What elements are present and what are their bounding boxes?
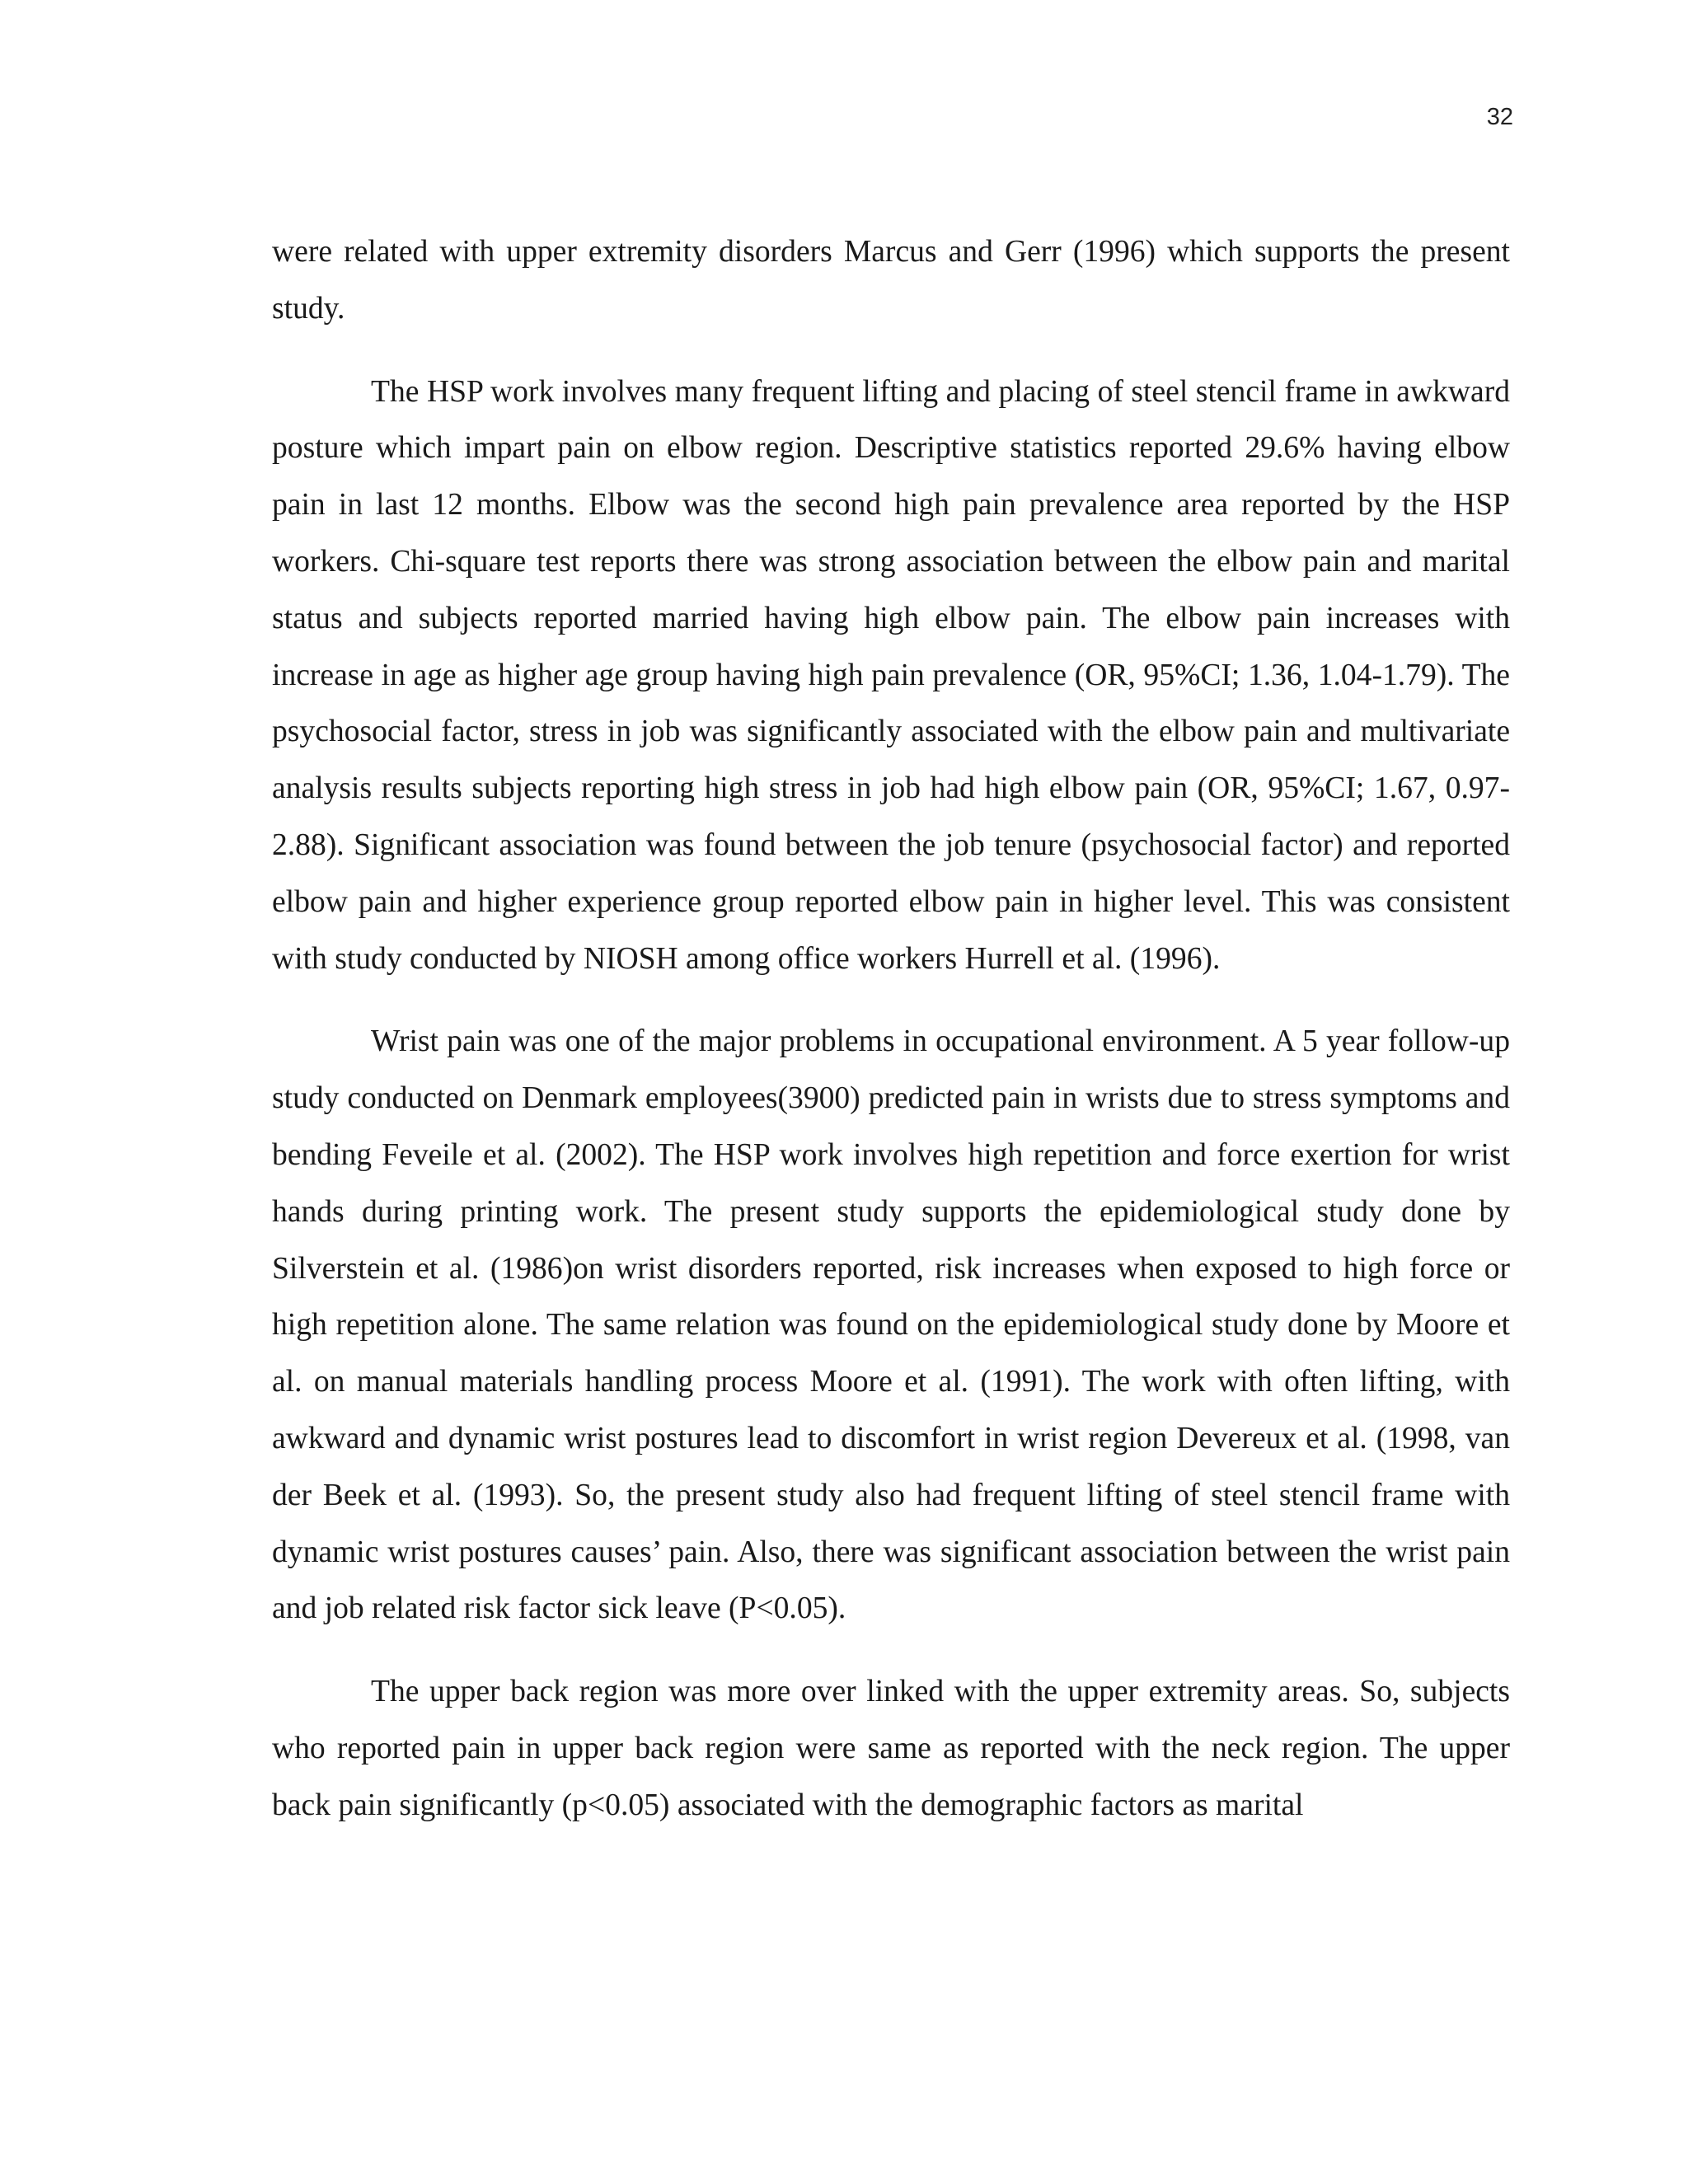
body-text: [272, 224, 1510, 1861]
page-number: 32: [1486, 104, 1513, 130]
paragraph-elbow-pain: The HSP work involves many frequent lifting and placing of steel stencil frame in awkward posture which impart pain on elbow region. Descriptive statistics reported 29.6% having elbow pain in last 12 months. Elbow was the second high pain prevalence area reported by the HSP workers. Chi-square test reports there was strong association between the elbow pain and marital status and subjects reported married having high elbow pain. The elbow pain increases with increase in age as higher age group having high pain prevalence (OR, 95%CI; 1.36, 1.04-1.79). The psychosocial factor, stress in job was significantly associated with the elbow pain and multivariate analysis results subjects reporting high stress in job had high elbow pain (OR, 95%CI; 1.67, 0.97-2.88). Significant association was found between the job tenure (psychosocial factor) and reported elbow pain and higher experience group reported elbow pain in higher level. This was consistent with study conducted by NIOSH among office workers Hurrell et al. (1996).: [272, 374, 1510, 976]
paragraph-wrist-pain: Wrist pain was one of the major problems in occupational environment. A 5 year follow-up study conducted on Denmark employees(3900) predicted pain in wrists due to stress symptoms and bending Feveile et al. (2002). The HSP work involves high repetition and force exertion for wrist hands during printing work. The present study supports the epidemiological study done by Silverstein et al. (1986)on wrist disorders reported, risk increases when exposed to high force or high repetition alone. The same relation was found on the epidemiological study done by Moore et al. on manual materials handling process Moore et al. (1991). The work with often lifting, with awkward and dynamic wrist postures lead to discomfort in wrist region Devereux et al. (1998, van der Beek et al. (1993). So, the present study also had frequent lifting of steel stencil frame with dynamic wrist postures causes’ pain. Also, there was significant association between the wrist pain and job related risk factor sick leave (P<0.05).: [272, 1024, 1510, 1626]
paragraph-upper-back-pain: The upper back region was more over linked with the upper extremity areas. So, subjects who reported pain in upper back region were same as reported with the neck region. The upper back pain significantly (p<0.05) associated with the demographic factors as marital: [272, 1675, 1510, 1822]
paragraph-upper-extremity-conclusion: were related with upper extremity disorders Marcus and Gerr (1996) which supports the present study.: [272, 235, 1510, 326]
